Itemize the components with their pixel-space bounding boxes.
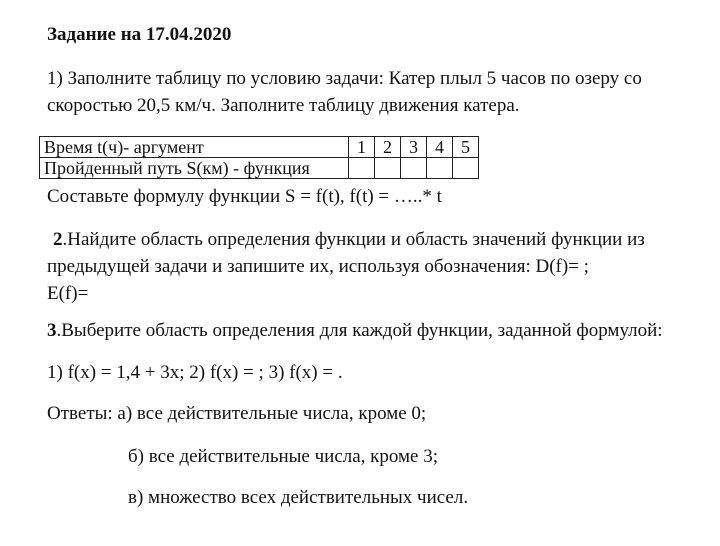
answer-b: б) все действительные числа, кроме 3;: [128, 446, 439, 467]
table-row: [40, 158, 479, 179]
time-cell-5: 5: [453, 137, 479, 158]
task2-text: .Найдите область определения функции и область значений функции из: [62, 229, 645, 250]
time-label: Время t(ч)- аргумент: [40, 137, 349, 158]
task3-text: .Выберите область определения для каждой функции, заданной формулой:: [56, 320, 663, 341]
distance-cell-1[interactable]: [349, 158, 375, 179]
time-cell-1: 1: [349, 137, 375, 158]
distance-cell-4[interactable]: [427, 158, 453, 179]
distance-label: Пройденный путь S(км) - функция: [40, 158, 349, 179]
table-row: [40, 137, 479, 158]
answer-c: в) множество всех действительных чисел.: [128, 487, 469, 508]
task2-line1: [53, 229, 645, 251]
task2-line2: предыдущей задачи и запишите их, используя обозначения: D(f)= ;: [47, 256, 589, 277]
distance-cell-2[interactable]: [375, 158, 401, 179]
motion-table: [39, 136, 479, 179]
task3-line1: [47, 320, 663, 342]
task2-line3: E(f)=: [47, 283, 89, 304]
task3-number: 3: [47, 320, 57, 341]
task1-line1: 1) Заполните таблицу по условию задачи: Катер плыл 5 часов по озеру со: [47, 68, 642, 89]
time-cell-2: 2: [375, 137, 401, 158]
task1-line2: скоростью 20,5 км/ч. Заполните таблицу движения катера.: [47, 95, 520, 116]
distance-cell-3[interactable]: [401, 158, 427, 179]
answer-a: Ответы: а) все действительные числа, кроме 0;: [47, 403, 427, 424]
task2-number: 2: [53, 229, 63, 250]
time-cell-3: 3: [401, 137, 427, 158]
task1-formula: Составьте формулу функции S = f(t), f(t) = …..* t: [47, 186, 442, 207]
task3-functions: 1) f(x) = 1,4 + 3x; 2) f(x) = ; 3) f(x) = .: [47, 362, 343, 383]
time-cell-4: 4: [427, 137, 453, 158]
distance-cell-5[interactable]: [453, 158, 479, 179]
page-title: Задание на 17.04.2020: [47, 24, 232, 45]
